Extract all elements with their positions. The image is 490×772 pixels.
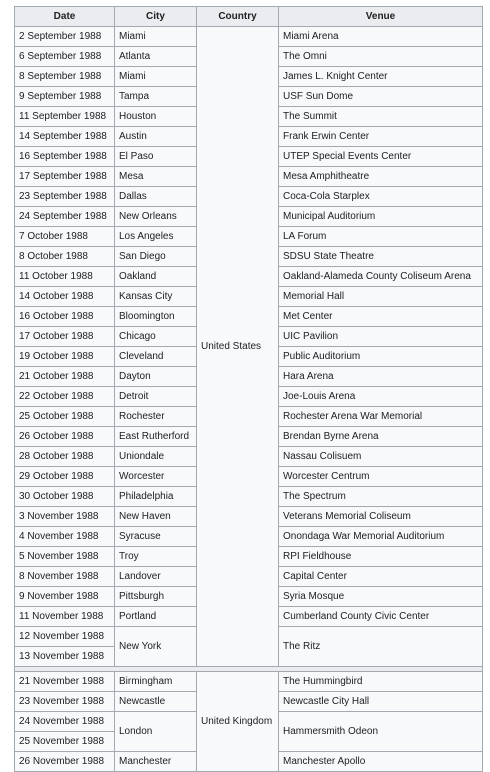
cell-city: El Paso [115,147,197,167]
cell-city: Tampa [115,87,197,107]
table-row [15,672,483,692]
cell-venue: Municipal Auditorium [279,207,483,227]
cell-date: 8 November 1988 [15,567,115,587]
cell-venue: Cumberland County Civic Center [279,607,483,627]
cell-city: Dayton [115,367,197,387]
cell-venue: Memorial Hall [279,287,483,307]
cell-city: New Orleans [115,207,197,227]
cell-date: 23 November 1988 [15,692,115,712]
cell-date: 11 September 1988 [15,107,115,127]
cell-date: 25 November 1988 [15,732,115,752]
cell-city: Portland [115,607,197,627]
cell-date: 16 September 1988 [15,147,115,167]
table-row [15,27,483,47]
cell-venue: USF Sun Dome [279,87,483,107]
cell-venue: Manchester Apollo [279,752,483,772]
cell-city: East Rutherford [115,427,197,447]
cell-date: 14 October 1988 [15,287,115,307]
cell-date: 2 September 1988 [15,27,115,47]
cell-venue: Hammersmith Odeon [279,712,483,752]
cell-date: 3 November 1988 [15,507,115,527]
cell-city: New York [115,627,197,667]
header-city[interactable]: City [115,7,197,27]
cell-date: 23 September 1988 [15,187,115,207]
cell-date: 25 October 1988 [15,407,115,427]
cell-venue: Syria Mosque [279,587,483,607]
cell-date: 7 October 1988 [15,227,115,247]
cell-venue: Brendan Byrne Arena [279,427,483,447]
cell-date: 12 November 1988 [15,627,115,647]
cell-date: 17 September 1988 [15,167,115,187]
cell-city: Syracuse [115,527,197,547]
cell-date: 24 November 1988 [15,712,115,732]
cell-date: 28 October 1988 [15,447,115,467]
cell-date: 22 October 1988 [15,387,115,407]
cell-city: Miami [115,67,197,87]
cell-venue: LA Forum [279,227,483,247]
cell-venue: Nassau Colisuem [279,447,483,467]
cell-venue: Oakland-Alameda County Coliseum Arena [279,267,483,287]
cell-date: 13 November 1988 [15,647,115,667]
cell-venue: UTEP Special Events Center [279,147,483,167]
cell-date: 17 October 1988 [15,327,115,347]
header-venue[interactable]: Venue [279,7,483,27]
cell-city: Mesa [115,167,197,187]
cell-date: 9 November 1988 [15,587,115,607]
cell-venue: RPI Fieldhouse [279,547,483,567]
cell-city: Manchester [115,752,197,772]
cell-city: Newcastle [115,692,197,712]
cell-venue: The Ritz [279,627,483,667]
header-date[interactable]: Date [15,7,115,27]
cell-date: 26 November 1988 [15,752,115,772]
cell-venue: Rochester Arena War Memorial [279,407,483,427]
cell-venue: The Omni [279,47,483,67]
cell-city: Rochester [115,407,197,427]
cell-venue: Coca-Cola Starplex [279,187,483,207]
cell-date: 29 October 1988 [15,467,115,487]
cell-city: Oakland [115,267,197,287]
cell-venue: Onondaga War Memorial Auditorium [279,527,483,547]
cell-date: 16 October 1988 [15,307,115,327]
cell-venue: Capital Center [279,567,483,587]
cell-venue: Veterans Memorial Coliseum [279,507,483,527]
cell-venue: Hara Arena [279,367,483,387]
cell-date: 8 September 1988 [15,67,115,87]
cell-city: New Haven [115,507,197,527]
cell-city: Chicago [115,327,197,347]
cell-city: Dallas [115,187,197,207]
cell-venue: The Spectrum [279,487,483,507]
cell-city: Kansas City [115,287,197,307]
cell-venue: Public Auditorium [279,347,483,367]
cell-venue: Worcester Centrum [279,467,483,487]
cell-venue: Joe-Louis Arena [279,387,483,407]
cell-city: Troy [115,547,197,567]
cell-date: 8 October 1988 [15,247,115,267]
cell-city: Pittsburgh [115,587,197,607]
header-row [15,7,483,27]
cell-date: 14 September 1988 [15,127,115,147]
cell-date: 21 October 1988 [15,367,115,387]
cell-date: 24 September 1988 [15,207,115,227]
cell-city: Atlanta [115,47,197,67]
cell-city: Los Angeles [115,227,197,247]
cell-venue: James L. Knight Center [279,67,483,87]
cell-date: 19 October 1988 [15,347,115,367]
cell-venue: UIC Pavilion [279,327,483,347]
cell-date: 26 October 1988 [15,427,115,447]
cell-date: 11 October 1988 [15,267,115,287]
cell-city: Philadelphia [115,487,197,507]
cell-city: San Diego [115,247,197,267]
cell-date: 5 November 1988 [15,547,115,567]
cell-date: 4 November 1988 [15,527,115,547]
cell-venue: The Summit [279,107,483,127]
cell-country: United States [197,27,279,667]
cell-venue: Mesa Amphitheatre [279,167,483,187]
cell-venue: Newcastle City Hall [279,692,483,712]
cell-country: United Kingdom [197,672,279,772]
table-body [15,27,483,772]
header-country[interactable]: Country [197,7,279,27]
cell-venue: SDSU State Theatre [279,247,483,267]
cell-city: Detroit [115,387,197,407]
cell-venue: Miami Arena [279,27,483,47]
cell-city: London [115,712,197,752]
cell-city: Bloomington [115,307,197,327]
cell-city: Miami [115,27,197,47]
cell-city: Uniondale [115,447,197,467]
tour-dates-table-wrapper [14,6,483,772]
cell-date: 6 September 1988 [15,47,115,67]
tour-dates-table [14,6,483,772]
cell-date: 21 November 1988 [15,672,115,692]
cell-venue: Met Center [279,307,483,327]
cell-date: 9 September 1988 [15,87,115,107]
cell-date: 30 October 1988 [15,487,115,507]
cell-city: Austin [115,127,197,147]
cell-venue: Frank Erwin Center [279,127,483,147]
cell-city: Birmingham [115,672,197,692]
cell-city: Landover [115,567,197,587]
cell-city: Houston [115,107,197,127]
cell-venue: The Hummingbird [279,672,483,692]
cell-city: Worcester [115,467,197,487]
cell-date: 11 November 1988 [15,607,115,627]
cell-city: Cleveland [115,347,197,367]
